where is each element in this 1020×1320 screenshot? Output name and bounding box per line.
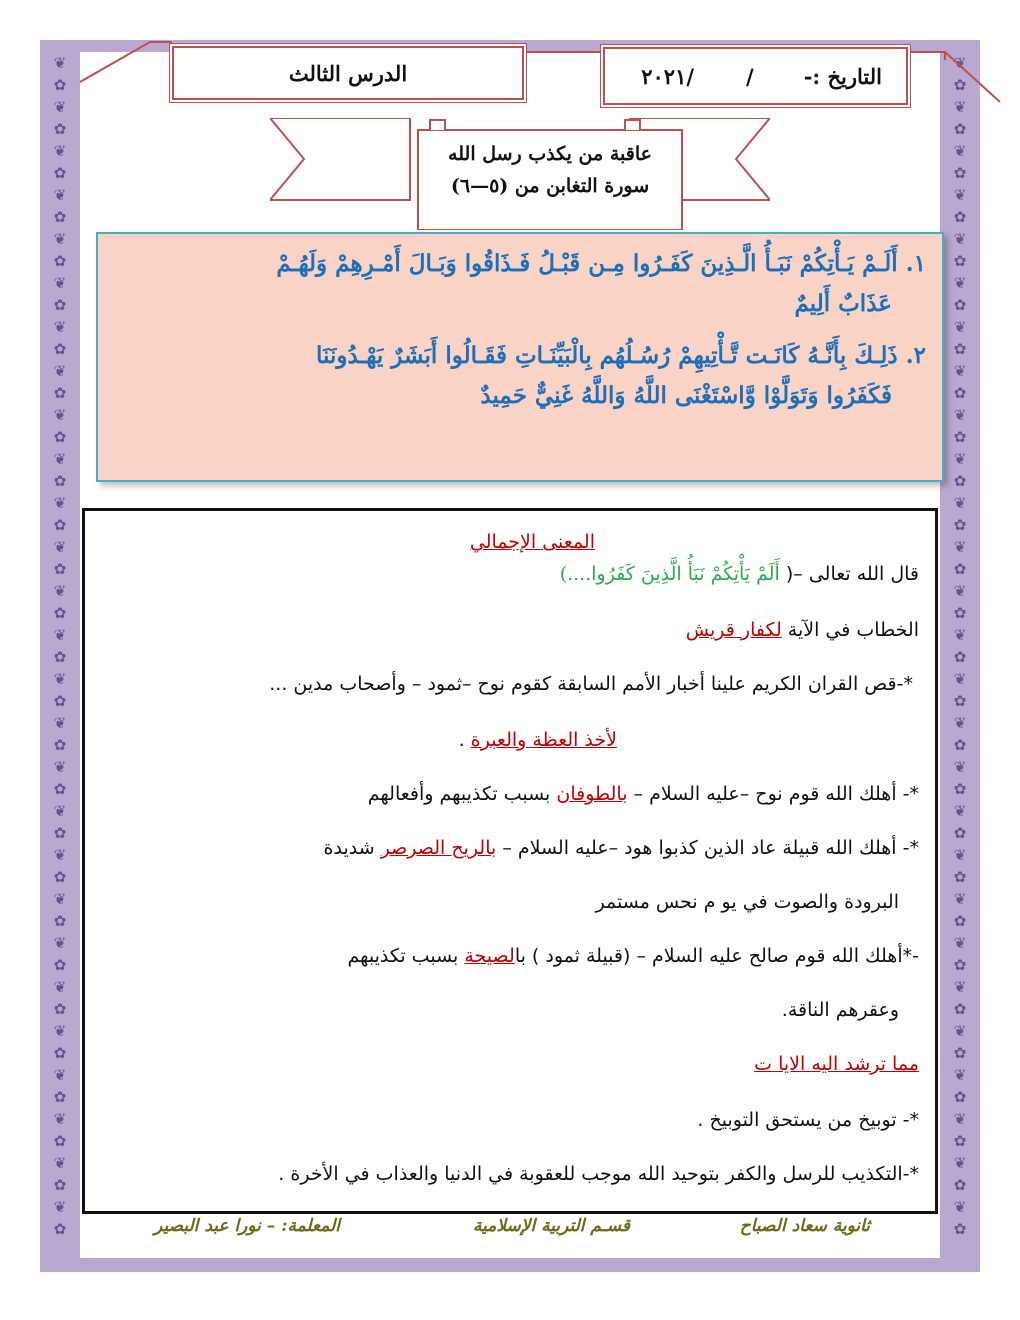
floral-ornament-glyph: ❦ bbox=[53, 802, 67, 820]
line-aad-wind: بالريح الصرصر bbox=[380, 837, 497, 859]
lesson-title: الدرس الثالث bbox=[288, 60, 408, 86]
floral-ornament-glyph: ❦ bbox=[953, 538, 967, 556]
floral-ornament-glyph: ❦ bbox=[953, 98, 967, 116]
floral-ornament-glyph: ✿ bbox=[953, 164, 967, 182]
floral-ornament-glyph: ❦ bbox=[953, 186, 967, 204]
floral-ornament-glyph: ✿ bbox=[53, 648, 67, 666]
line-quote-intro: قال الله تعالى –( bbox=[785, 563, 919, 585]
line-stories: *-قص القران الكريم علينا أخبار الأمم السابقة كقوم نوح –ثمود – وأصحاب مدين ... bbox=[269, 673, 913, 695]
footer-department: قسـم التربية الإسلامية bbox=[473, 1216, 630, 1236]
floral-ornament-glyph: ✿ bbox=[53, 296, 67, 314]
line-rebuke: *- توبيخ من يستحق التوبيخ . bbox=[697, 1109, 919, 1131]
line-thamud bbox=[347, 945, 919, 967]
verse-1 bbox=[106, 244, 926, 324]
floral-ornament-glyph: ✿ bbox=[953, 1132, 967, 1150]
floral-ornament-glyph: ❦ bbox=[53, 142, 67, 160]
floral-ornament-glyph: ❦ bbox=[53, 1110, 67, 1128]
floral-ornament-glyph: ✿ bbox=[953, 516, 967, 534]
verse-2-line-2: فَكَفَرُوا وَتَوَلَّوْا وَّاسْتَغْنَى اللَّهُ وَاللَّهُ غَنِيٌّ حَمِيدٌ bbox=[480, 382, 892, 409]
line-quote bbox=[560, 563, 919, 585]
line-thamud-a: -*أهلك الله قوم صالح عليه السلام – (قبيلة ثمود ) با bbox=[514, 945, 919, 967]
floral-ornament-glyph: ❦ bbox=[53, 582, 67, 600]
floral-ornament-glyph: ❦ bbox=[53, 626, 67, 644]
line-aad bbox=[324, 837, 919, 859]
floral-ornament-glyph: ✿ bbox=[53, 1220, 67, 1238]
floral-ornament-glyph: ✿ bbox=[53, 1088, 67, 1106]
floral-ornament-glyph: ✿ bbox=[53, 868, 67, 886]
floral-ornament-glyph: ❦ bbox=[953, 494, 967, 512]
floral-ornament-glyph: ✿ bbox=[53, 1044, 67, 1062]
floral-ornament-glyph: ✿ bbox=[53, 912, 67, 930]
floral-ornament-glyph: ✿ bbox=[953, 1000, 967, 1018]
floral-ornament-glyph: ✿ bbox=[953, 76, 967, 94]
floral-ornament-glyph: ✿ bbox=[953, 208, 967, 226]
floral-ornament-glyph: ❦ bbox=[953, 362, 967, 380]
floral-ornament-glyph: ❦ bbox=[953, 1066, 967, 1084]
floral-ornament-glyph: ✿ bbox=[53, 1132, 67, 1150]
line-lesson-purpose-dot: . bbox=[458, 729, 471, 751]
floral-ornament-glyph: ✿ bbox=[953, 736, 967, 754]
line-address bbox=[686, 619, 919, 641]
floral-ornament-glyph: ✿ bbox=[953, 1176, 967, 1194]
line-quote-verse: أَلَمْ يَأْتِكُمْ نَبَأُ الَّذِينَ كَفَرُوا....) bbox=[559, 563, 786, 585]
verse-2 bbox=[106, 336, 926, 416]
floral-ornament-glyph: ❦ bbox=[953, 714, 967, 732]
floral-ornament-glyph: ✿ bbox=[53, 472, 67, 490]
heading-meaning-text: المعنى الإجمالي bbox=[469, 531, 595, 553]
floral-ornament-glyph: ❦ bbox=[53, 978, 67, 996]
floral-ornament-glyph: ❦ bbox=[53, 450, 67, 468]
floral-ornament-glyph: ❦ bbox=[53, 318, 67, 336]
floral-ornament-glyph: ❦ bbox=[953, 802, 967, 820]
heading-guidance-text: مما ترشد اليه الايا ت bbox=[754, 1053, 919, 1075]
line-aad-c: شديدة bbox=[323, 837, 381, 859]
line-noah bbox=[368, 783, 919, 805]
floral-ornament-glyph: ❦ bbox=[53, 274, 67, 292]
line-noah-c: بسبب تكذيبهم وأفعالهم bbox=[367, 783, 557, 805]
floral-ornament-glyph: ❦ bbox=[53, 98, 67, 116]
floral-ornament-glyph: ❦ bbox=[53, 670, 67, 688]
floral-ornament-glyph: ❦ bbox=[53, 362, 67, 380]
floral-ornament-glyph: ❦ bbox=[953, 54, 967, 72]
line-noah-a: *- أهلك الله قوم نوح –عليه السلام – bbox=[627, 783, 919, 805]
line-thamud-cont: وعقرهم الناقة. bbox=[781, 999, 899, 1021]
floral-ornament-glyph: ❦ bbox=[53, 230, 67, 248]
floral-ornament-glyph: ✿ bbox=[53, 604, 67, 622]
floral-ornament-glyph: ✿ bbox=[953, 780, 967, 798]
verse-2-line-1: ٢. ذَلِـكَ بِأَنَّـهُ كَانَـت تَّـأْتِيهِمْ رُسُـلُهُم بِالْبَيِّنَـاتِ فَقَـالُوا أَبَشَرٌ يَهْـدُونَنَا bbox=[316, 342, 926, 369]
floral-ornament-glyph: ❦ bbox=[953, 142, 967, 160]
floral-ornament-glyph: ✿ bbox=[953, 1044, 967, 1062]
floral-ornament-glyph: ✿ bbox=[953, 296, 967, 314]
floral-ornament-glyph: ✿ bbox=[953, 428, 967, 446]
footer-school: ثانوية سعاد الصباح bbox=[739, 1216, 870, 1236]
floral-ornament-glyph: ❦ bbox=[953, 1110, 967, 1128]
section-heading-meaning bbox=[470, 531, 595, 553]
floral-ornament-glyph: ✿ bbox=[53, 692, 67, 710]
date-separator: / bbox=[746, 63, 754, 89]
floral-ornament-glyph: ❦ bbox=[53, 54, 67, 72]
floral-ornament-glyph: ❦ bbox=[53, 758, 67, 776]
floral-ornament-glyph: ✿ bbox=[953, 868, 967, 886]
floral-ornament-glyph: ✿ bbox=[953, 384, 967, 402]
floral-ornament-glyph: ✿ bbox=[53, 560, 67, 578]
footer-teacher: المعلمة: – نورا عبد البصير bbox=[154, 1216, 340, 1236]
floral-ornament-glyph: ✿ bbox=[53, 384, 67, 402]
floral-ornament-glyph: ❦ bbox=[953, 846, 967, 864]
floral-ornament-glyph: ✿ bbox=[953, 560, 967, 578]
floral-ornament-glyph: ✿ bbox=[953, 692, 967, 710]
floral-ornament-glyph: ✿ bbox=[53, 428, 67, 446]
floral-ornament-glyph: ✿ bbox=[953, 956, 967, 974]
floral-ornament-glyph: ✿ bbox=[53, 252, 67, 270]
floral-ornament-glyph: ✿ bbox=[53, 208, 67, 226]
floral-ornament-glyph: ✿ bbox=[53, 164, 67, 182]
floral-ornament-glyph: ✿ bbox=[953, 340, 967, 358]
floral-ornament-glyph: ✿ bbox=[53, 780, 67, 798]
floral-ornament-glyph: ❦ bbox=[53, 890, 67, 908]
floral-ornament-glyph: ❦ bbox=[953, 274, 967, 292]
floral-ornament-glyph: ❦ bbox=[953, 318, 967, 336]
floral-ornament-glyph: ❦ bbox=[53, 1066, 67, 1084]
date-label: التاريخ :- bbox=[803, 63, 882, 89]
floral-ornament-glyph: ❦ bbox=[953, 670, 967, 688]
line-address-text: الخطاب في الآية bbox=[781, 619, 919, 641]
floral-ornament-glyph: ❦ bbox=[953, 1154, 967, 1172]
line-noah-flood: بالطوفان bbox=[556, 783, 628, 805]
floral-ornament-glyph: ❦ bbox=[53, 1154, 67, 1172]
date-year: /٢٠٢١ bbox=[641, 63, 695, 89]
floral-ornament-glyph: ✿ bbox=[53, 340, 67, 358]
floral-ornament-glyph: ❦ bbox=[953, 626, 967, 644]
floral-ornament-glyph: ✿ bbox=[53, 120, 67, 138]
ribbon-line-1: عاقبة من يكذب رسل الله bbox=[448, 143, 652, 165]
floral-ornament-glyph: ❦ bbox=[953, 978, 967, 996]
line-aad-cont: البرودة والصوت في يو م نحس مستمر bbox=[595, 891, 899, 913]
line-aad-a: *- أهلك الله قبيلة عاد الذين كذبوا هود –عليه السلام – bbox=[496, 837, 919, 859]
floral-ornament-glyph: ✿ bbox=[53, 1000, 67, 1018]
floral-ornament-glyph: ✿ bbox=[953, 1088, 967, 1106]
floral-ornament-glyph: ❦ bbox=[953, 1198, 967, 1216]
verses-box bbox=[96, 232, 944, 482]
floral-ornament-glyph: ✿ bbox=[53, 824, 67, 842]
floral-ornament-glyph: ❦ bbox=[53, 934, 67, 952]
verse-1-line-1: ١. أَلَـمْ يَـأْتِكُمْ نَبَـأُ الَّـذِينَ كَفَـرُوا مِـن قَبْـلُ فَـذَاقُوا وَبَـالَ أَمْـرِهِمْ وَلَهُـمْ bbox=[276, 250, 926, 277]
ribbon-line-2: سورة التغابن من (٥—٦) bbox=[450, 175, 650, 197]
floral-ornament-glyph: ✿ bbox=[53, 516, 67, 534]
floral-ornament-glyph: ❦ bbox=[953, 582, 967, 600]
ribbon-title bbox=[420, 138, 680, 202]
date-box bbox=[603, 47, 908, 105]
section-heading-guidance bbox=[754, 1053, 919, 1075]
floral-ornament-glyph: ✿ bbox=[953, 912, 967, 930]
line-address-highlight: لكفار قريش bbox=[685, 619, 782, 641]
verse-1-line-2: عَذَابٌ أَلِيمٌ bbox=[794, 290, 892, 317]
floral-ornament-glyph: ❦ bbox=[53, 714, 67, 732]
floral-ornament-glyph: ❦ bbox=[53, 1022, 67, 1040]
floral-ornament-glyph: ❦ bbox=[953, 230, 967, 248]
line-thamud-c: بسبب تكذيبهم bbox=[347, 945, 465, 967]
floral-ornament-glyph: ❦ bbox=[953, 450, 967, 468]
floral-ornament-glyph: ✿ bbox=[53, 76, 67, 94]
floral-ornament-glyph: ❦ bbox=[53, 186, 67, 204]
floral-ornament-glyph: ✿ bbox=[53, 736, 67, 754]
lesson-title-box bbox=[172, 46, 524, 100]
decorative-border-bottom bbox=[40, 1258, 980, 1272]
floral-ornament-glyph: ❦ bbox=[953, 406, 967, 424]
line-thamud-cry: لصيحة bbox=[464, 945, 515, 967]
floral-ornament-glyph: ✿ bbox=[953, 120, 967, 138]
floral-ornament-glyph: ❦ bbox=[53, 406, 67, 424]
floral-ornament-glyph: ✿ bbox=[953, 648, 967, 666]
floral-ornament-glyph: ✿ bbox=[953, 604, 967, 622]
floral-ornament-glyph: ❦ bbox=[953, 1022, 967, 1040]
floral-ornament-glyph: ❦ bbox=[53, 846, 67, 864]
floral-ornament-glyph: ✿ bbox=[53, 956, 67, 974]
floral-ornament-glyph: ✿ bbox=[953, 1220, 967, 1238]
explanation-box bbox=[82, 508, 938, 1214]
floral-ornament-glyph: ❦ bbox=[953, 758, 967, 776]
floral-ornament-glyph: ❦ bbox=[53, 494, 67, 512]
floral-ornament-glyph: ✿ bbox=[953, 252, 967, 270]
line-lesson-purpose-highlight: لأخذ العظة والعبرة bbox=[470, 729, 617, 751]
floral-ornament-glyph: ✿ bbox=[953, 824, 967, 842]
line-denial: *-التكذيب للرسل والكفر بتوحيد الله موجب للعقوبة في الدنيا والعذاب في الأخرة . bbox=[278, 1163, 919, 1185]
floral-ornament-glyph: ❦ bbox=[953, 890, 967, 908]
floral-ornament-glyph: ❦ bbox=[53, 1198, 67, 1216]
floral-ornament-glyph: ❦ bbox=[953, 934, 967, 952]
floral-ornament-glyph: ❦ bbox=[53, 538, 67, 556]
floral-ornament-glyph: ✿ bbox=[53, 1176, 67, 1194]
floral-ornament-glyph: ✿ bbox=[953, 472, 967, 490]
line-lesson-purpose bbox=[459, 729, 617, 751]
